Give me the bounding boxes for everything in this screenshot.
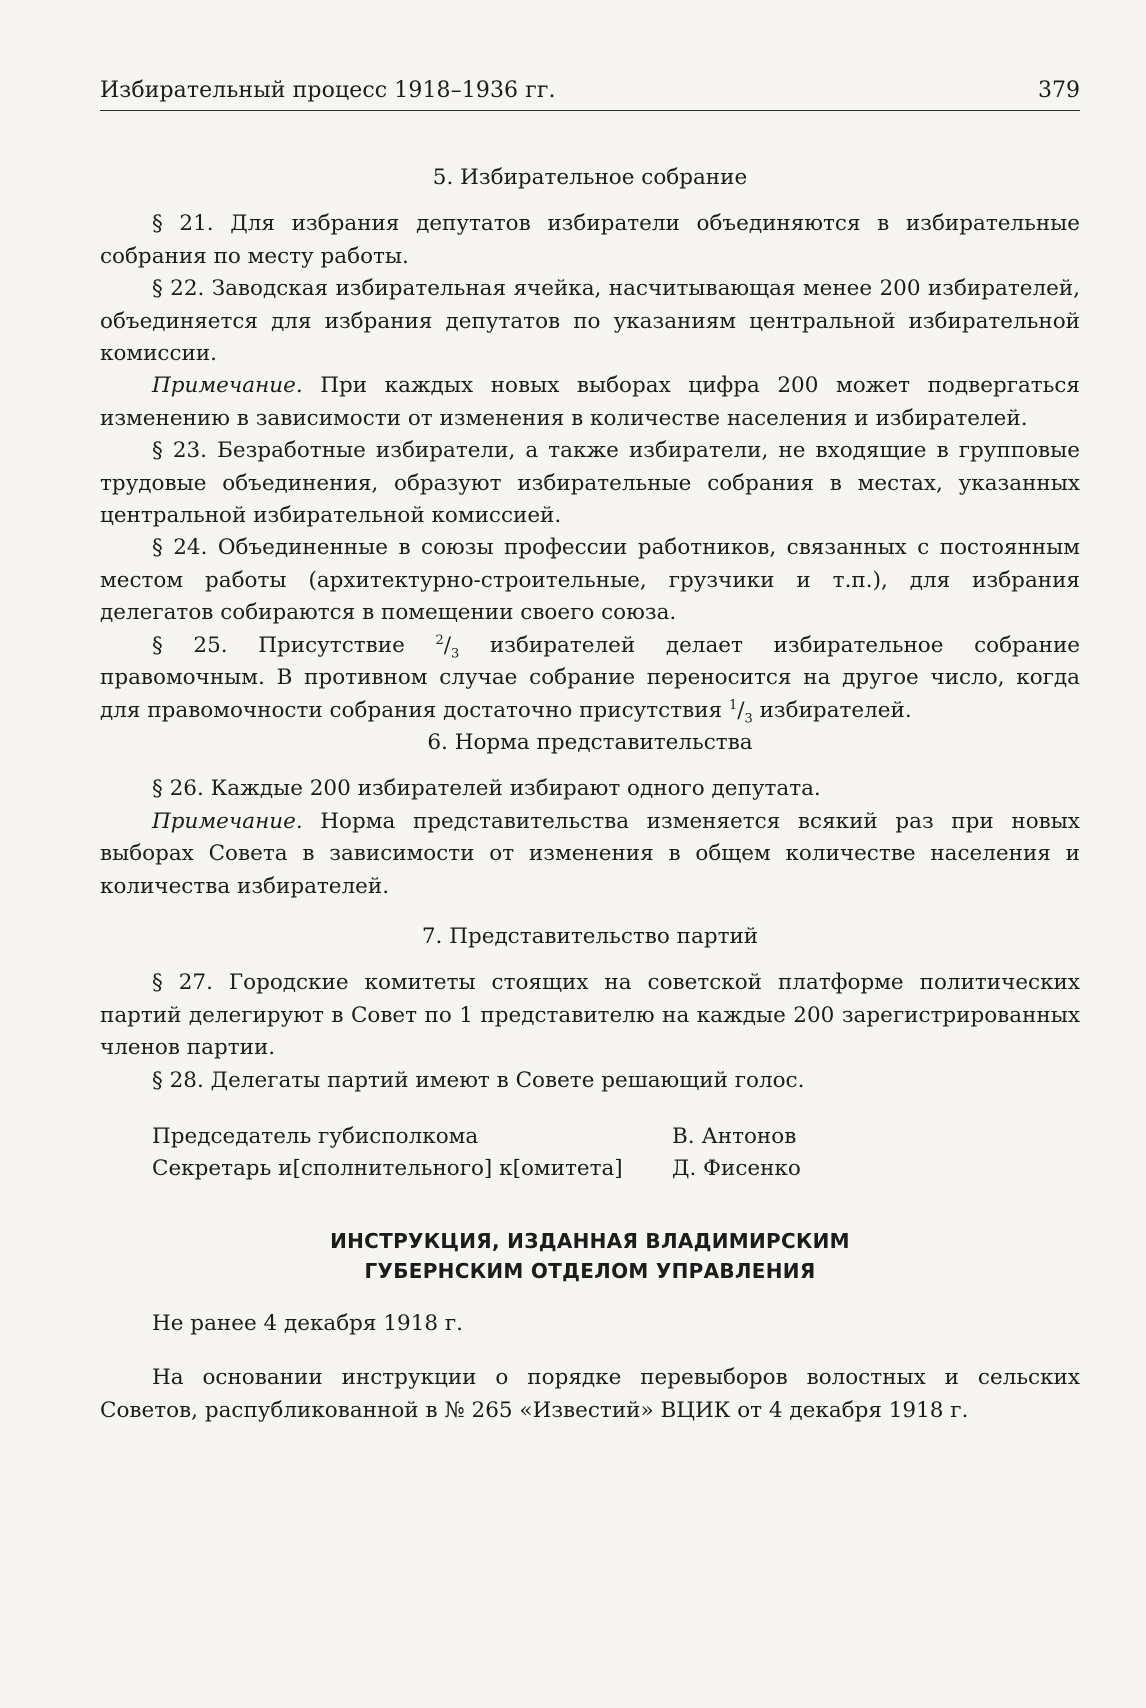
paragraph-26: § 26. Каждые 200 избирателей избирают одного депутата. (152, 776, 821, 802)
section-6-title: 6. Норма представительства (427, 729, 753, 755)
note-label: Примечание. (152, 373, 303, 399)
fraction-denominator: 3 (450, 645, 460, 661)
fraction-numerator: 2 (435, 632, 444, 648)
note-paragraph-26 (100, 806, 1080, 903)
fraction-one-third: $^1/_3$ (728, 697, 753, 726)
page-body (100, 160, 1080, 1427)
note-paragraph-22 (100, 370, 1080, 435)
signature-name: В. Антонов (672, 1123, 797, 1149)
fraction-numerator: 1 (728, 697, 738, 713)
note-text: При каждых новых выборах цифра 200 может подвергаться изменению в зависимости от изменения в количестве населения и избирателей. (100, 373, 1080, 431)
instruction-date: Не ранее 4 декабря 1918 г. (152, 1310, 463, 1336)
signatures-block (100, 1121, 1080, 1186)
paragraph-24: § 24. Объединенные в союзы профессии работников, связанных с постоянным местом работы (архитектурно-строительные, грузчики и т.п.), для избрания делегатов собираются в помещении своего союза. (100, 535, 1080, 626)
fraction-denominator: 3 (744, 710, 753, 726)
fraction-two-thirds: $^2/_3$ (435, 632, 460, 661)
paragraph-28: § 28. Делегаты партий имеют в Совете решающий голос. (152, 1067, 805, 1093)
instruction-title-line-1: ИНСТРУКЦИЯ, ИЗДАННАЯ ВЛАДИМИРСКИМ (330, 1228, 850, 1253)
signature-name: Д. Фисенко (672, 1156, 801, 1182)
section-7-title: 7. Представительство партий (421, 923, 759, 949)
signature-role: Секретарь и[сполнительного] к[омитета] (152, 1156, 623, 1182)
p25-part-b: избирателей делает избирательное собрание правомочным. В противном случае собрание переносится на другое число, когда для правомочности собрания достаточно присутствия (100, 632, 1080, 723)
signature-row (100, 1121, 1080, 1153)
section-5-title: 5. Избирательное собрание (432, 165, 748, 190)
signature-row (100, 1153, 1080, 1185)
note-text: Норма представительства изменяется всякий раз при новых выборах Совета в зависимости от изменения в общем количестве населения и количества избирателей. (100, 808, 1080, 899)
instruction-title-line-2: ГУБЕРНСКИМ ОТДЕЛОМ УПРАВЛЕНИЯ (364, 1258, 816, 1283)
instruction-intro: На основании инструкции о порядке перевыборов волостных и сельских Советов, распубликованной в № 265 «Известий» ВЦИК от 4 декабря 1918 г. (100, 1365, 1080, 1423)
p25-part-c: избирателей. (752, 697, 912, 723)
paragraph-23: § 23. Безработные избиратели, а также избиратели, не входящие в групповые трудовые объединения, образуют избирательные собрания в местах, указанных центральной избирательной комиссией. (100, 438, 1080, 529)
paragraph-22: § 22. Заводская избирательная ячейка, насчитывающая менее 200 избирателей, объединяется для избрания депутатов по указаниям центральной избирательной комиссии. (100, 276, 1080, 367)
signature-role: Председатель губисполкома (152, 1123, 479, 1149)
paragraph-21: § 21. Для избрания депутатов избиратели объединяются в избирательные собрания по месту работы. (100, 211, 1080, 269)
page-number: 379 (1038, 78, 1080, 103)
note-label: Примечание. (152, 808, 303, 834)
paragraph-25 (100, 630, 1080, 727)
paragraph-27: § 27. Городские комитеты стоящих на советской платформе политических партий делегируют в Совет по 1 представителю на каждые 200 зарегистрированных членов партии. (100, 970, 1080, 1061)
p25-part-a: § 25. Присутствие (152, 632, 436, 658)
instruction-title (100, 1226, 1080, 1286)
running-header (100, 78, 1080, 111)
header-title: Избирательный процесс 1918–1936 гг. (100, 78, 556, 103)
